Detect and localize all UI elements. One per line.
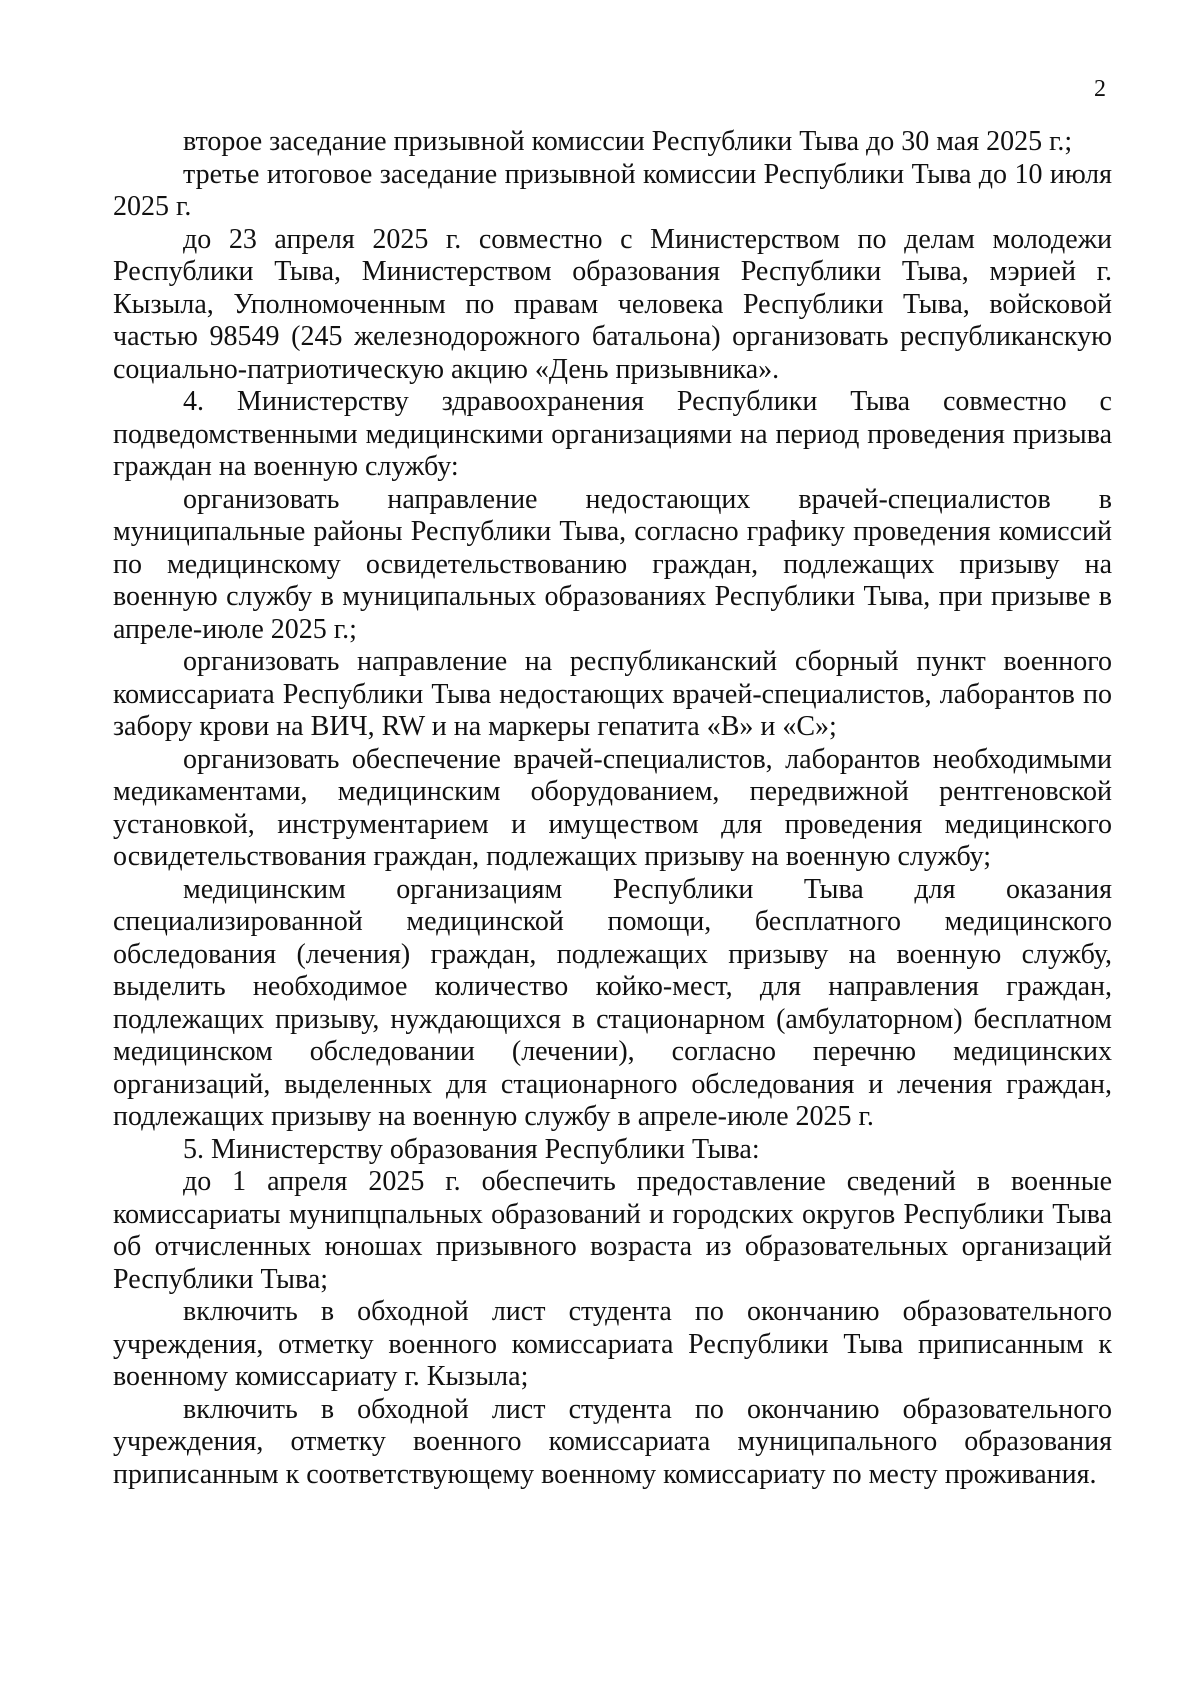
paragraph-checkout-sheet-kyzyl: включить в обходной лист студента по окончанию образовательного учреждения, отметку военного комиссариата Республики Тыва приписанным к военному комиссариату г. Кызыла; (113, 1296, 1112, 1392)
paragraph-third-session: третье итоговое заседание призывной комиссии Республики Тыва до 10 июля 2025 г. (113, 158, 1112, 222)
paragraph-doctors-to-assembly-point: организовать направление на республиканский сборный пункт военного комиссариата Республики Тыва недостающих врачей-специалистов, лаборантов по забору крови на ВИЧ, RW и на маркеры гепатита «В» и «С»; (113, 646, 1112, 742)
paragraph-checkout-sheet-municipal: включить в обходной лист студента по окончанию образовательного учреждения, отметку военного комиссариата муниципального образования приписанным к соответствующему военному комиссариату по месту проживания. (113, 1393, 1112, 1490)
paragraph-conscript-day-action: до 23 апреля 2025 г. совместно с Министерством по делам молодежи Республики Тыва, Министерством образования Республики Тыва, мэрией г. Кызыла, Уполномоченным по правам человека Республики Тыва, войсковой частью 98549 (245 железнодорожного батальона) организовать республиканскую социально-патриотическую акцию «День призывника». (113, 223, 1112, 385)
paragraph-expelled-students-info: до 1 апреля 2025 г. обеспечить предоставление сведений в военные комиссариаты мунипцпальных образований и городских округов Республики Тыва об отчисленных юношах призывного возраста из образовательных организаций Республики Тыва; (113, 1166, 1112, 1295)
paragraph-doctors-to-districts: организовать направление недостающих врачей-специалистов в муниципальные районы Республики Тыва, согласно графику проведения комиссий по медицинскому освидетельствованию граждан, подлежащих призыву на военную службу в муниципальных образованиях Республики Тыва, при призыве в апреле-июле 2025 г.; (113, 483, 1112, 645)
paragraph-hospital-beds: медицинским организациям Республики Тыва для оказания специализированной медицинской помощи, бесплатного медицинского обследования (лечения) граждан, подлежащих призыву на военную службу, выделить необходимое количество койко-мест, для направления граждан, подлежащих призыву, нуждающихся в стационарном (амбулаторном) бесплатном медицинском обследовании (лечении), согласно перечню медицинских организаций, выделенных для стационарного обследования и лечения граждан, подлежащих призыву на военную службу в апреле-июле 2025 г. (113, 873, 1112, 1132)
paragraph-second-session: второе заседание призывной комиссии Республики Тыва до 30 мая 2025 г.; (183, 126, 1073, 157)
paragraph-item-5-education-ministry: 5. Министерству образования Республики Тыва: (183, 1133, 760, 1165)
paragraph-provide-equipment: организовать обеспечение врачей-специалистов, лаборантов необходимыми медикаментами, медицинским оборудованием, передвижной рентгеновской установкой, инструментарием и имуществом для проведения медицинского освидетельствования граждан, подлежащих призыву на военную службу; (113, 743, 1112, 872)
paragraph-item-4-health-ministry: 4. Министерству здравоохранения Республики Тыва совместно с подведомственными медицинскими организациями на период проведения призыва граждан на военную службу: (113, 386, 1112, 482)
page-number: 2 (1094, 76, 1106, 102)
document-body (113, 126, 1112, 1491)
